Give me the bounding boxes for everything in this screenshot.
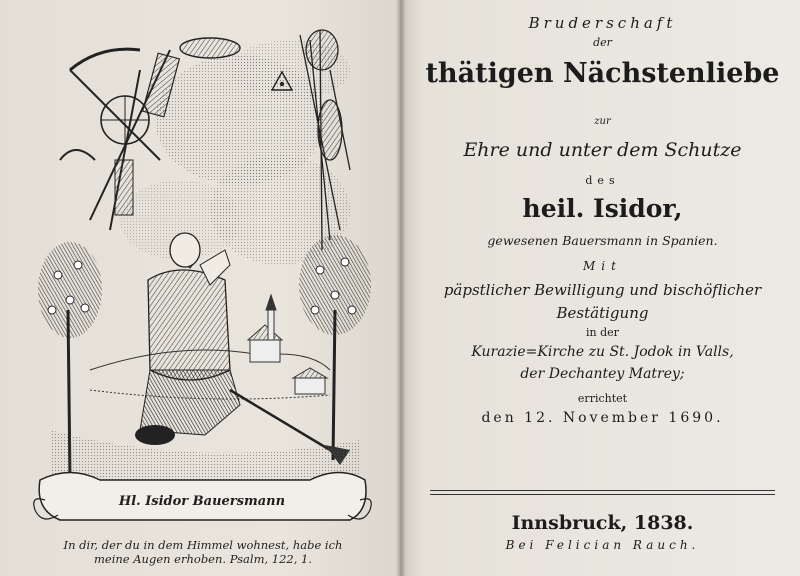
title-line-5: Ehre und unter dem Schutze — [463, 139, 742, 161]
title-line-14: der Dechantey Matrey; — [520, 366, 685, 382]
caption-line-1: In dir, der du in dem Himmel wohnest, habe ich — [63, 538, 343, 552]
title-line-10: päpstlicher Bewilligung und bischöflicher — [443, 281, 762, 299]
saint-isidor-engraving — [30, 10, 375, 545]
name-banner — [34, 473, 372, 521]
banner-text: Hl. Isidor Bauersmann — [118, 494, 286, 509]
ground — [50, 430, 360, 480]
right-fruit-tree — [299, 235, 371, 460]
caption-line-2: meine Augen erhoben. Psalm, 122, 1. — [93, 552, 313, 566]
imprint-rule-top-thin — [430, 494, 775, 495]
title-line-15: errichtet — [577, 392, 628, 405]
title-line-7: heil. Isidor, — [522, 194, 683, 223]
title-line-11: Bestätigung — [556, 304, 649, 322]
title-line-9: Mit — [583, 259, 622, 273]
title-line-6: des — [585, 174, 620, 187]
imprint-publisher: Bei Felician Rauch. — [505, 538, 700, 552]
title-line-1: Bruderschaft — [528, 14, 677, 32]
title-line-13: Kurazie=Kirche zu St. Jodok in Valls, — [471, 344, 734, 360]
imprint-place: Innsbruck, 1838. — [511, 512, 694, 534]
title-line-16: den 12. November 1690. — [481, 410, 724, 426]
title-line-4: zur — [594, 116, 611, 127]
title-line-3: thätigen Nächstenliebe — [425, 58, 780, 89]
imprint-rule-top — [430, 490, 775, 491]
title-line-2: der — [593, 36, 612, 49]
title-line-12: in der — [586, 326, 619, 339]
title-line-8: gewesenen Bauersmann in Spanien. — [487, 233, 718, 248]
psalm-caption — [18, 538, 388, 566]
